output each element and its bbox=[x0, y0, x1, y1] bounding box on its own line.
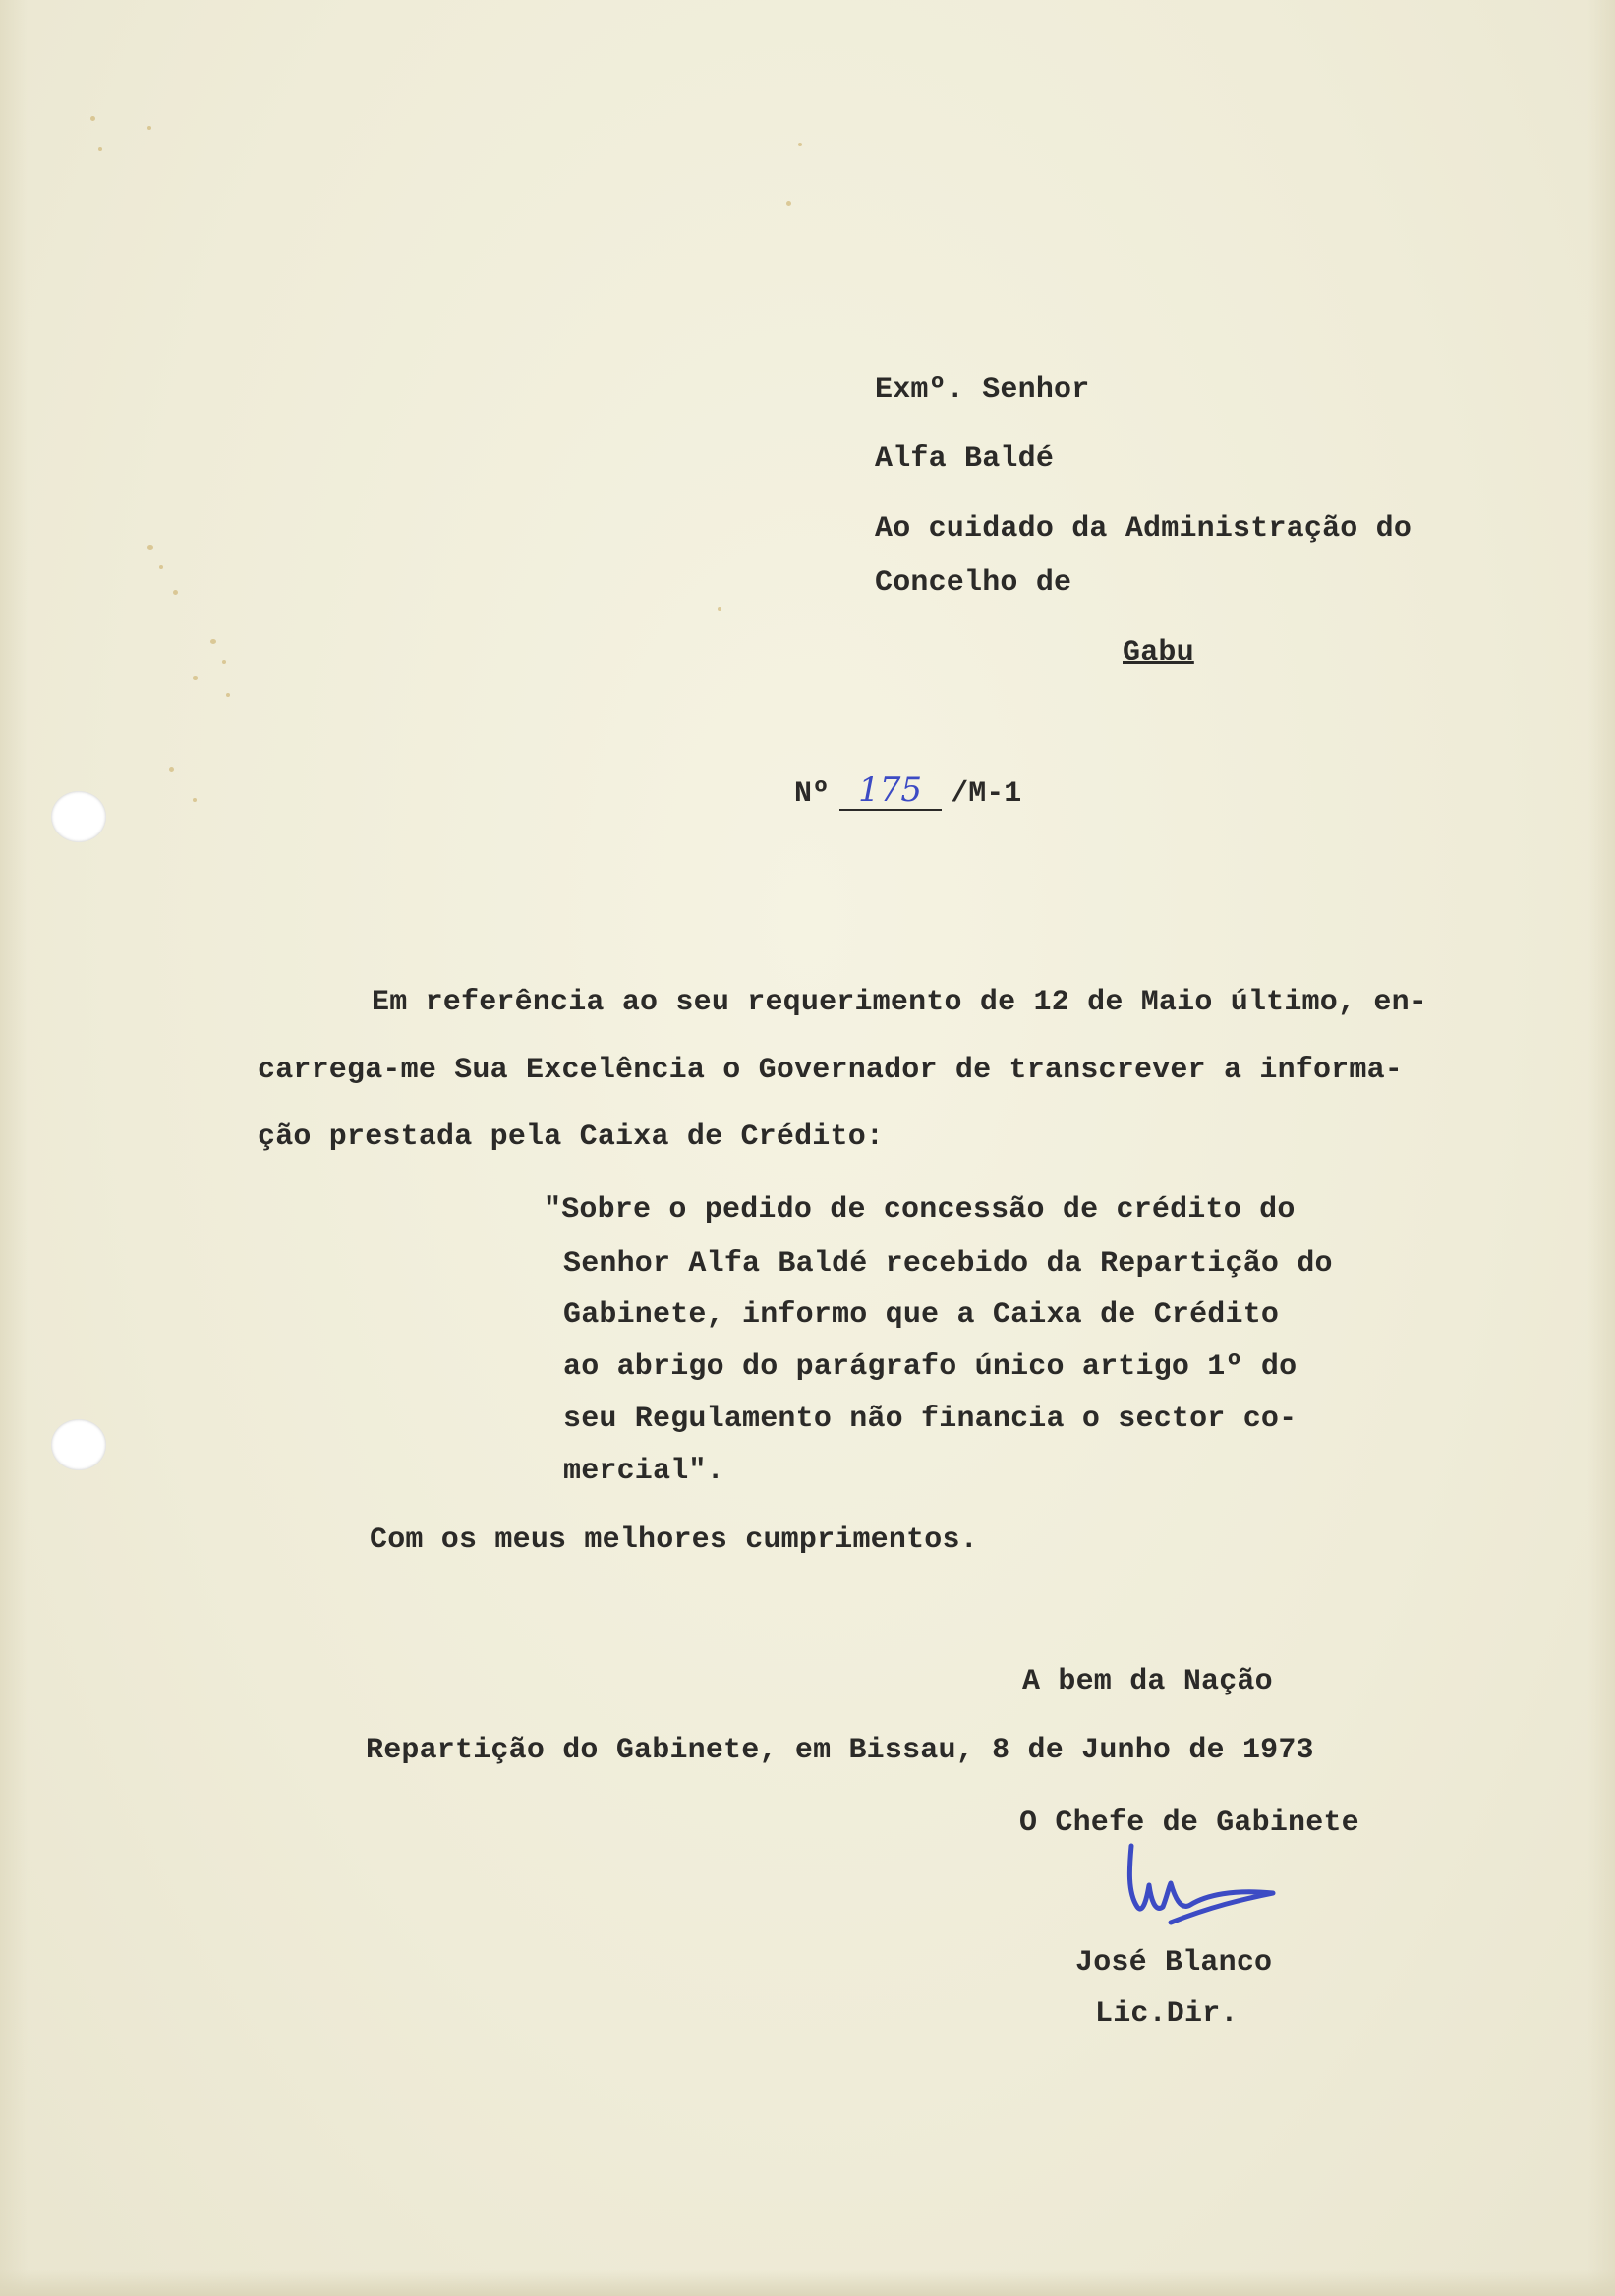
place-gabu: Gabu bbox=[1123, 636, 1194, 669]
quote-line: Gabinete, informo que a Caixa de Crédito bbox=[563, 1298, 1280, 1332]
quote-line: "Sobre o pedido de concessão de crédito do bbox=[544, 1193, 1296, 1227]
punch-hole bbox=[51, 791, 106, 842]
body-line: Em referência ao seu requerimento de 12 de Maio último, en- bbox=[372, 986, 1427, 1019]
signatory-name: José Blanco bbox=[1075, 1946, 1273, 1980]
handwritten-signature bbox=[1116, 1838, 1293, 1956]
closing-line: Com os meus melhores cumprimentos. bbox=[370, 1523, 978, 1557]
paper-edge-right bbox=[1587, 0, 1615, 2296]
recipient-name: Alfa Baldé bbox=[875, 442, 1055, 476]
council-line: Concelho de bbox=[875, 566, 1072, 600]
quote-line: Senhor Alfa Baldé recebido da Repartição do bbox=[563, 1247, 1333, 1281]
paper-edge-bottom bbox=[0, 2270, 1615, 2296]
handwritten-reference-number: 175 bbox=[839, 772, 942, 811]
punch-hole bbox=[51, 1419, 106, 1470]
quote-line: ao abrigo do parágrafo único artigo 1º do bbox=[563, 1350, 1298, 1384]
address-salutation: Exmº. Senhor bbox=[875, 373, 1090, 407]
motto: A bem da Nação bbox=[1022, 1665, 1273, 1698]
paper-edge-left bbox=[0, 0, 28, 2296]
signatory-credentials: Lic.Dir. bbox=[1095, 1997, 1239, 2031]
place-date-line: Repartição do Gabinete, em Bissau, 8 de Junho de 1973 bbox=[366, 1734, 1314, 1767]
body-line: carrega-me Sua Excelência o Governador de transcrever a informa- bbox=[258, 1054, 1403, 1087]
reference-label: Nº bbox=[794, 777, 831, 811]
reference-number bbox=[794, 772, 1021, 811]
quote-line: seu Regulamento não financia o sector co- bbox=[563, 1403, 1298, 1436]
signatory-title: O Chefe de Gabinete bbox=[1019, 1807, 1359, 1840]
care-of-line: Ao cuidado da Administração do bbox=[875, 512, 1413, 545]
reference-suffix: /M-1 bbox=[951, 777, 1022, 811]
body-line: ção prestada pela Caixa de Crédito: bbox=[258, 1120, 885, 1154]
quote-line: mercial". bbox=[563, 1455, 724, 1488]
